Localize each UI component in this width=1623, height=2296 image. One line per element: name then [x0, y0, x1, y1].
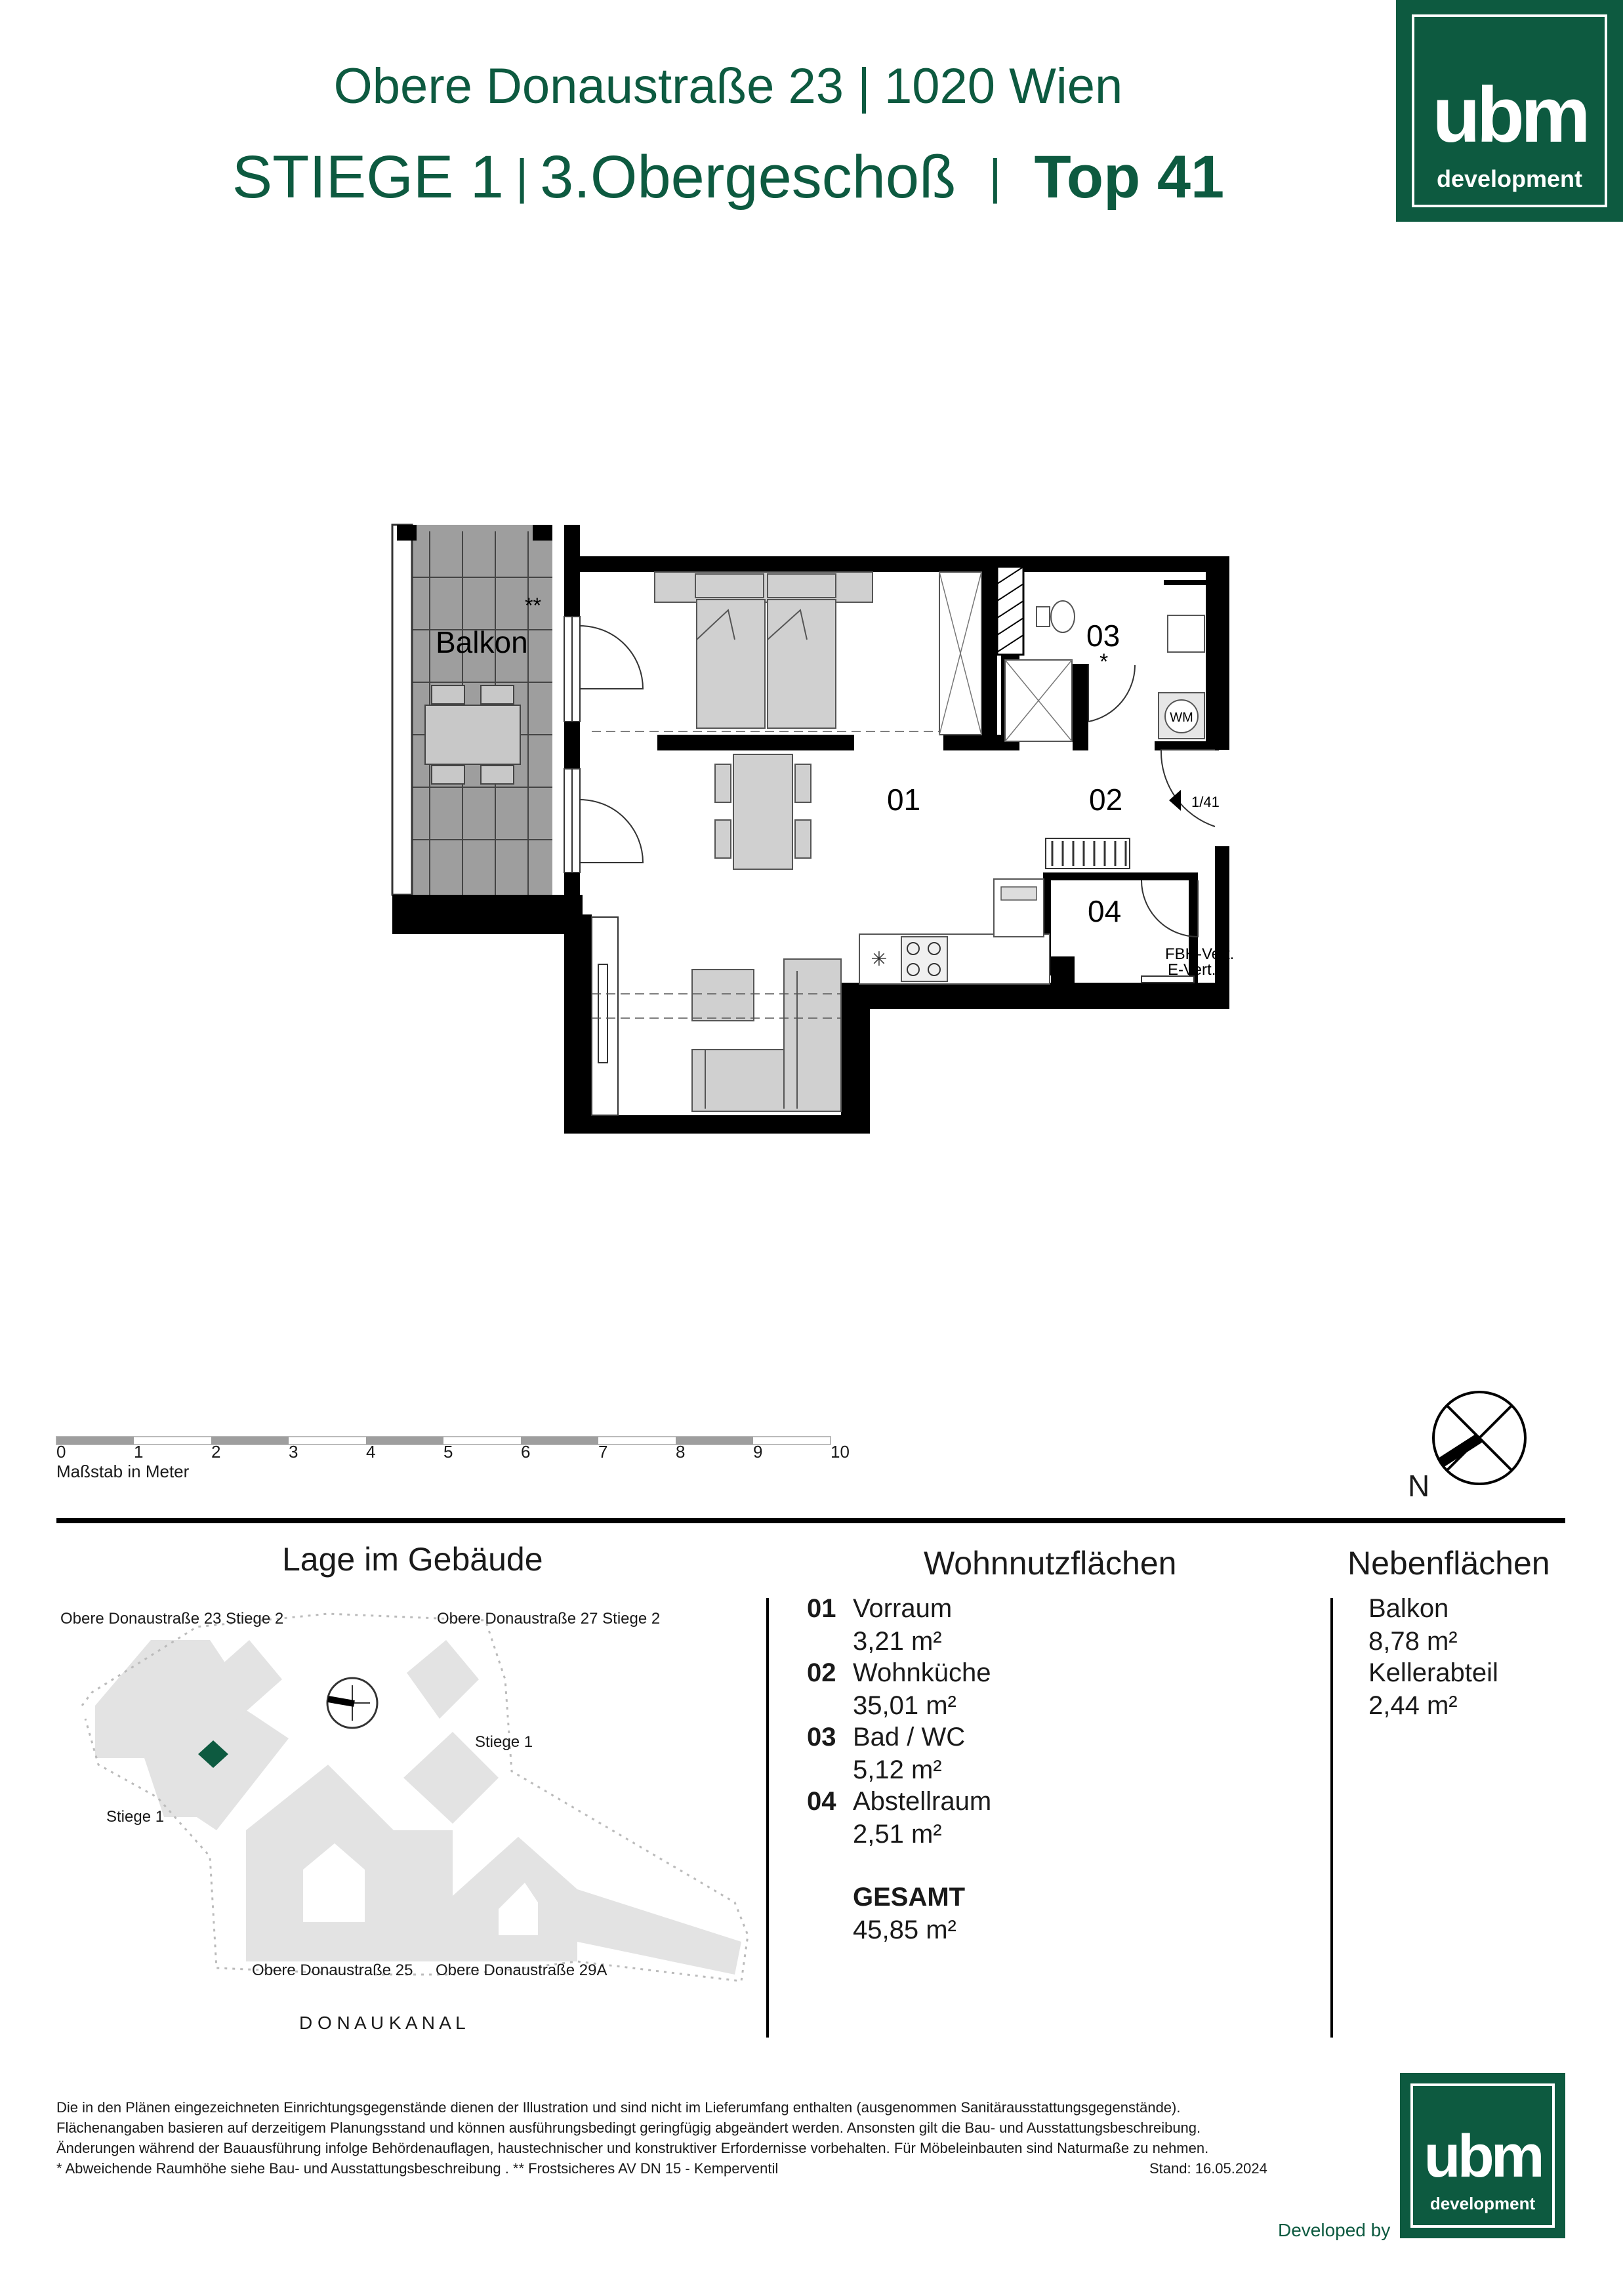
site-label: Obere Donaustraße 23 Stiege 2 — [60, 1610, 284, 1628]
balcony-table — [425, 705, 520, 764]
header-address: Obere Donaustraße 23 | 1020 Wien — [333, 58, 1123, 114]
balcony-slab-edge — [392, 895, 583, 934]
ubm-logo-footer — [1400, 2073, 1565, 2238]
washbasin — [1168, 615, 1204, 652]
site-label: Stiege 1 — [475, 1733, 533, 1751]
entrance-marker-icon — [1169, 790, 1181, 811]
scale-tick-label: 7 — [598, 1442, 608, 1462]
dining-table — [733, 754, 792, 869]
location-title: Lage im Gebäude — [282, 1541, 543, 1578]
installation-shaft — [997, 567, 1023, 655]
radiator — [1046, 838, 1130, 869]
room-label-04: 04 — [1088, 894, 1122, 928]
site-label: Obere Donaustraße 25 — [252, 1961, 413, 1979]
unit-tag: 1/41 — [1191, 794, 1220, 810]
scale-tick-label: 9 — [753, 1442, 763, 1462]
north-label: N — [1408, 1469, 1430, 1503]
scale-tick-label: 5 — [443, 1442, 453, 1462]
disclaimer-line: Die in den Plänen eingezeichneten Einrichtungsgegenstände dienen der Illustration und sind nicht im Lieferumfang enthalten (ausgenommen Sanitärausstattungsgegenstände). — [56, 2099, 1181, 2116]
site-label: Stiege 1 — [106, 1808, 165, 1826]
balcony-railing — [392, 525, 412, 895]
room-label-01: 02 — [1089, 783, 1123, 817]
room-label-02: 01 — [887, 783, 921, 817]
e-label: E-Vert. — [1168, 961, 1216, 979]
scale-tick-label: 6 — [521, 1442, 531, 1462]
canal-label: D O N A U K A N A L — [299, 2013, 466, 2033]
cooktop — [901, 937, 947, 981]
balcony-note: ** — [525, 594, 541, 617]
secondary-area-title: Nebenflächen — [1347, 1545, 1550, 1582]
developed-by-label: Developed by — [1278, 2220, 1391, 2240]
site-label: Obere Donaustraße 27 Stiege 2 — [437, 1610, 661, 1628]
room-note-03: * — [1099, 649, 1109, 674]
secondary-item-name: Balkon — [1368, 1594, 1449, 1623]
scale-tick-label: 0 — [56, 1442, 66, 1462]
disclaimer-line: Flächenangaben basieren auf derzeitigem Planungsstand und können ausführungsbedingt geringfügig abgeändert werden. Ansonsten gilt die Bau- und Ausstattungsbeschreibung. — [56, 2120, 1201, 2136]
svg-text:✳: ✳ — [871, 949, 888, 970]
site-plan — [82, 1614, 748, 1981]
scale-tick-label: 4 — [366, 1442, 376, 1462]
disclaimer — [56, 2097, 1208, 2179]
logo-mark: ubm — [1424, 2123, 1542, 2190]
toilet — [1051, 601, 1075, 632]
title-separator: | — [515, 150, 529, 204]
stair-label: STIEGE 1 — [232, 144, 504, 211]
scale-tick-label: 3 — [289, 1442, 298, 1462]
kitchen-counter — [859, 934, 1050, 984]
balcony-label: Balkon — [436, 625, 528, 659]
living-area-title: Wohnnutzflächen — [924, 1545, 1177, 1582]
wm-label: WM — [1170, 710, 1193, 725]
disclaimer-line: * Abweichende Raumhöhe siehe Bau- und Ausstattungsbeschreibung . ** Frostsicheres AV DN 15 - Kemperventil — [56, 2160, 779, 2177]
site-label: Obere Donaustraße 29A — [436, 1961, 607, 1979]
scale-tick-label: 10 — [831, 1442, 850, 1462]
unit-label: Top 41 — [1034, 144, 1225, 211]
secondary-item-area: 2,44 m² — [1368, 1691, 1458, 1720]
floor-label: 3.Obergeschoß — [540, 144, 956, 211]
secondary-item-name: Kellerabteil — [1368, 1658, 1498, 1687]
bed — [655, 572, 873, 728]
scale-tick-label: 8 — [676, 1442, 686, 1462]
secondary-item-area: 8,78 m² — [1368, 1627, 1458, 1656]
stand-date: Stand: 16.05.2024 — [1149, 2160, 1267, 2177]
room-label-03: 03 — [1086, 619, 1120, 653]
logo-mark: ubm — [1432, 71, 1587, 159]
logo-word: development — [1436, 165, 1583, 192]
north-arrow-icon — [1433, 1392, 1525, 1484]
total-label: GESAMT — [853, 1883, 966, 1912]
logo-word: development — [1429, 2194, 1536, 2213]
scale-caption: Maßstab in Meter — [56, 1462, 190, 1481]
outer-walls — [564, 525, 1229, 1134]
total-area: 45,85 m² — [853, 1916, 956, 1944]
coffee-table — [692, 970, 754, 1021]
fbh-label: FBH-Vert. — [1165, 945, 1235, 963]
scale-tick-label: 2 — [211, 1442, 221, 1462]
title-separator: | — [989, 150, 1002, 204]
disclaimer-line: Änderungen während der Bauausführung infolge Behördenauflagen, haustechnischer und konstruktiver Erfordernisse vorbehalten. Für Möbeleinbauten sind Naturmaße zu nehmen. — [56, 2140, 1209, 2156]
scale-tick-label: 1 — [134, 1442, 144, 1462]
section-divider — [56, 1518, 1565, 1523]
